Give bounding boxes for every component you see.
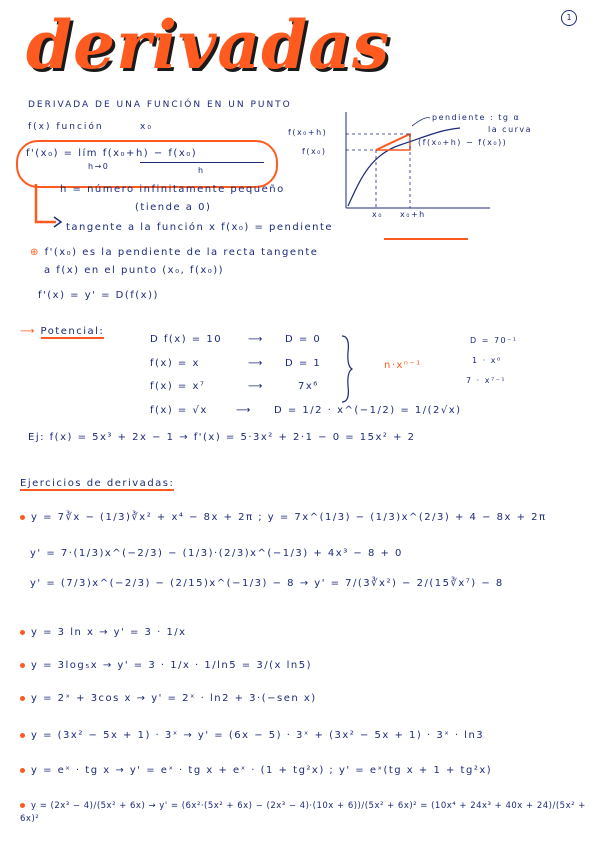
rule-row-4-left: f(x) = √x — [150, 405, 208, 416]
bullet-icon — [20, 803, 25, 808]
rule-row-2-arrow: ⟶ — [248, 358, 264, 369]
rule-row-3-left: f(x) = x⁷ — [150, 381, 206, 392]
rule-row-1-right: D = 0 — [285, 334, 322, 345]
pendiente-underline — [384, 238, 468, 240]
definition-formula: f'(x₀) = lím f(x₀+h) − f(x₀) — [26, 148, 198, 159]
tangent-graph — [290, 110, 590, 220]
rule-row-1-arrow: ⟶ — [248, 334, 264, 345]
exercise-5 — [20, 730, 484, 741]
power-rule: n·xⁿ⁻¹ — [384, 360, 422, 371]
exercise-1-step-2: y' = 7·(1/3)x^(−2/3) − (1/3)·(2/3)x^(−1/3) + 4x³ − 8 + 0 — [30, 548, 403, 559]
asterisk-icon: ⊕ — [30, 247, 45, 258]
bullet-icon — [20, 515, 25, 520]
bullet-icon — [20, 768, 25, 773]
exercise-3 — [20, 660, 312, 671]
brace-icon — [340, 334, 354, 404]
graph-diff-note: (f(x₀+h) − f(x₀)) — [418, 138, 508, 147]
notation: f'(x) = y' = D(f(x)) — [38, 290, 159, 301]
rule-row-3-arrow: ⟶ — [248, 381, 264, 392]
graph-slope-note: pendiente : tg α — [432, 113, 521, 122]
fx-label: f(x) función — [28, 122, 104, 132]
graph-y-label-2: f(x₀) — [302, 147, 327, 156]
slope-pointer — [412, 118, 430, 126]
exercise-1 — [20, 512, 547, 523]
bullet-icon — [20, 696, 25, 701]
page-title: derivadas — [26, 6, 391, 84]
exercise-3-text: y = 3log₅x → y' = 3 · 1/x · 1/ln5 = 3/(x ln5) — [31, 660, 312, 671]
rule-example-1: D = 70⁻¹ — [470, 336, 518, 345]
graph-y-label-1: f(x₀+h) — [288, 128, 328, 137]
rule-example-2: 1 · x⁰ — [472, 356, 502, 365]
exercise-2 — [20, 627, 187, 638]
exercise-7 — [20, 800, 595, 826]
potencial-text: Potencial: — [40, 326, 105, 337]
exercise-1-step-3: y' = (7/3)x^(−2/3) − (2/15)x^(−1/3) − 8 → y' = 7/(3∛x²) − 2/(15∛x⁷) − 8 — [30, 578, 504, 589]
exercise-6-text: y = eˣ · tg x → y' = eˣ · tg x + eˣ · (1 + tg²x) ; y' = eˣ(tg x + 1 + tg²x) — [31, 765, 493, 776]
exercise-7-text: y = (2x³ − 4)/(5x² + 6x) → y' = (6x²·(5x² + 6x) − (2x³ − 4)·(10x + 6))/(5x² + 6x)² = (10x⁴ + 24x³ + 40x + 24)/(5x² + 6x)² — [20, 801, 586, 824]
exercise-2-text: y = 3 ln x → y' = 3 · 1/x — [31, 627, 187, 638]
x0-label: x₀ — [140, 122, 153, 132]
limit-subscript: h→0 — [88, 162, 110, 171]
pointer-arrow-icon — [30, 184, 64, 230]
rule-example-3: 7 · x⁷⁻¹ — [466, 376, 507, 385]
potencial-label — [20, 326, 104, 337]
exercise-4-text: y = 2ˣ + 3cos x → y' = 2ˣ · ln2 + 3·(−sen x) — [31, 693, 317, 704]
rule-row-1-left: D f(x) = 10 — [150, 334, 223, 345]
arrow-icon: ⟶ — [20, 326, 41, 337]
rule-row-4-arrow: ⟶ — [236, 405, 252, 416]
rule-row-2-left: f(x) = x — [150, 358, 200, 369]
denominator: h — [198, 166, 205, 175]
fact-note-2: a f(x) en el punto (x₀, f(x₀)) — [44, 265, 225, 276]
worked-example: Ej: f(x) = 5x³ + 2x − 1 → f'(x) = 5·3x² + 2·1 − 0 = 15x² + 2 — [28, 432, 416, 443]
tangent-note: tangente a la función x f(x₀) = pendiente — [66, 222, 334, 233]
bullet-icon — [20, 663, 25, 668]
h-note-2: (tiende a 0) — [135, 202, 212, 213]
exercise-4 — [20, 693, 317, 704]
section-heading: DERIVADA DE UNA FUNCIÓN EN UN PUNTO — [28, 100, 292, 110]
page-number: 1 — [561, 10, 577, 26]
fraction-bar — [140, 162, 264, 163]
rule-row-2-right: D = 1 — [285, 358, 322, 369]
bullet-icon — [20, 630, 25, 635]
graph-x-label-2: x₀+h — [400, 210, 426, 219]
h-note: h = número infinitamente pequeño — [60, 184, 285, 195]
bullet-icon — [20, 733, 25, 738]
graph-slope-note-2: la curva — [488, 125, 533, 134]
exercise-5-text: y = (3x² − 5x + 1) · 3ˣ → y' = (6x − 5) · 3ˣ + (3x² − 5x + 1) · 3ˣ · ln3 — [31, 730, 485, 741]
rule-row-3-right: 7x⁶ — [298, 381, 319, 392]
fact-note-text: f'(x₀) es la pendiente de la recta tangente — [44, 247, 319, 258]
exercises-heading: Ejercicios de derivadas: — [20, 478, 175, 489]
fact-note — [30, 247, 318, 258]
exercise-1-text: y = 7∛x − (1/3)∛x² + x⁴ − 8x + 2π ; y = 7x^(1/3) − (1/3)x^(2/3) + 4 − 8x + 2π — [31, 512, 547, 523]
rule-row-4-right: D = 1/2 · x^(−1/2) = 1/(2√x) — [274, 405, 462, 416]
exercise-6 — [20, 765, 492, 776]
graph-x-label-1: x₀ — [372, 210, 383, 219]
